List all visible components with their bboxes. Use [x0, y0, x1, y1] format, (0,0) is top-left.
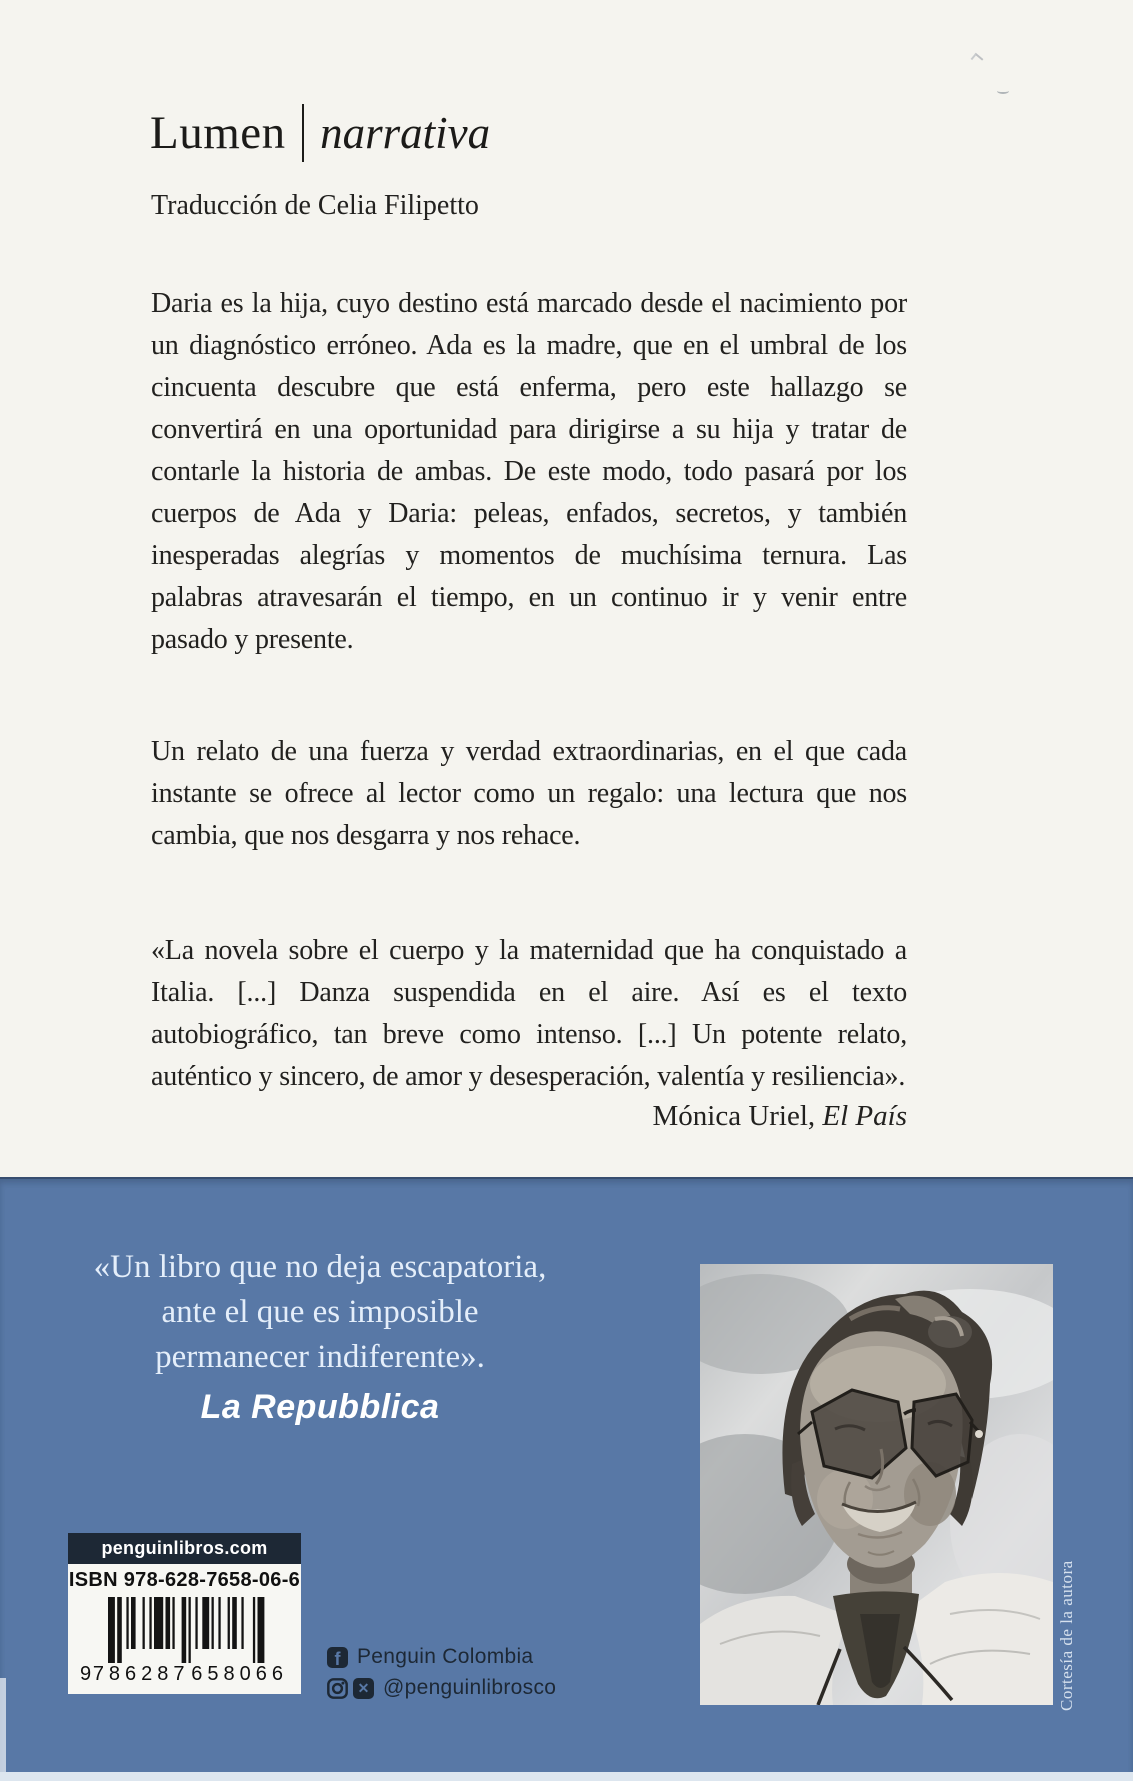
banner-quote-line: «Un libro que no deja escapatoria,	[93, 1249, 547, 1285]
barcode-block	[68, 1533, 301, 1694]
isbn-label: ISBN 978-628-7658-06-6	[68, 1569, 301, 1591]
instagram-icon	[327, 1678, 348, 1699]
barcode-digit-group: 9	[80, 1663, 92, 1685]
attribution-source: El País	[822, 1100, 907, 1132]
press-quote: «La novela sobre el cuerpo y la maternidad que ha conquistado a Italia. [...] Danza suspendida en el aire. Así es el texto autobiográfico, tan breve como intenso. [...] Un potente relato, auténtico y sincero, de amor y desesperación, valentía y resiliencia».	[151, 935, 907, 1092]
imprint-logo: Lumen	[150, 107, 286, 159]
scan-artifact	[997, 88, 1009, 94]
scan-edge	[0, 1678, 6, 1772]
banner-quote	[25, 1245, 615, 1380]
facebook-label: Penguin Colombia	[357, 1645, 534, 1668]
social-handle: @penguinlibrosco	[383, 1676, 557, 1699]
synopsis-paragraph-2: Un relato de una fuerza y verdad extraordinarias, en el que cada instante se ofrece al lector como un regalo: una lectura que nos cambia, que nos desgarra y nos rehace.	[151, 736, 907, 851]
photo-credit: Cortesía de la autora	[1057, 1560, 1076, 1711]
handles-row	[327, 1676, 556, 1700]
synopsis-paragraph-1: Daria es la hija, cuyo destino está marcado desde el nacimiento por un diagnóstico erróneo. Ada es la madre, que en el umbral de los cincuenta descubre que está enferma, pero este hallazgo se convertirá en una oportunidad para dirigirse a su hija y tratar de contarle la historia de ambas. De este modo, todo pasará por los cuerpos de Ada y Daria: peleas, enfados, secretos, y también inesperadas alegrías y momentos de muchísima ternura. Las palabras atravesarán el tiempo, en un continuo ir y venir entre pasado y presente.	[151, 288, 907, 655]
banner-quote-source: La Repubblica	[200, 1388, 440, 1426]
banner-quote-line: ante el que es imposible	[161, 1294, 479, 1330]
publisher-website: penguinlibros.com	[68, 1533, 301, 1564]
scan-edge	[0, 1772, 1133, 1781]
facebook-row	[327, 1645, 556, 1669]
x-icon: ✕	[353, 1678, 374, 1699]
press-quote-attribution	[151, 1100, 907, 1133]
barcode-digits	[80, 1663, 288, 1686]
collection-name: narrativa	[320, 108, 491, 158]
scan-artifact	[971, 53, 984, 66]
social-links	[327, 1645, 556, 1707]
attribution-name: Mónica Uriel,	[652, 1100, 816, 1132]
publisher-brand	[150, 104, 490, 162]
translation-credit: Traducción de Celia Filipetto	[151, 190, 479, 221]
brand-divider	[302, 104, 305, 162]
author-photo	[700, 1264, 1053, 1705]
bottom-banner	[0, 1177, 1133, 1774]
barcode-digit-group: 658066	[191, 1663, 288, 1685]
facebook-icon: f	[327, 1647, 348, 1668]
banner-quote-line: permanecer indiferente».	[155, 1339, 485, 1375]
barcode-bars	[104, 1597, 274, 1663]
barcode-digit-group: 786287	[92, 1663, 190, 1685]
